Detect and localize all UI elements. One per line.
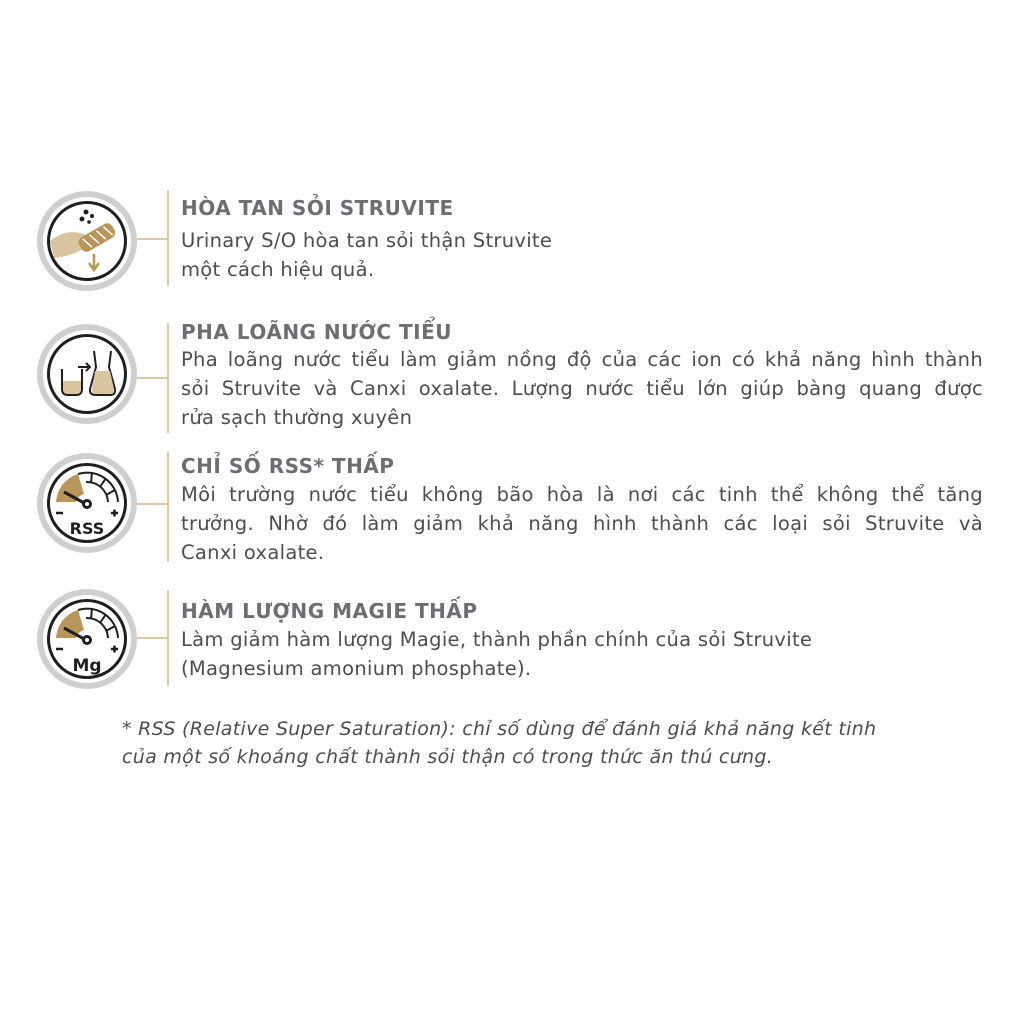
feature-title: HÒA TAN SỎI STRUVITE: [181, 196, 454, 220]
feature-description: [181, 480, 983, 567]
footnote-line: * RSS (Relative Super Saturation): chỉ số dùng để đánh giá khả năng kết tinh: [122, 718, 877, 740]
feature-connector: [137, 637, 168, 639]
mg-icon-label: Mg: [72, 656, 102, 676]
feature-divider: [167, 452, 169, 562]
description-line: Canxi oxalate.: [181, 541, 325, 564]
feature-description: [181, 345, 983, 432]
rss-gauge-icon: [36, 452, 138, 554]
description-line: Pha loãng nước tiểu làm giảm nồng độ của các ion có khả năng hình thành: [181, 348, 983, 371]
rss-icon-label: RSS: [69, 519, 105, 538]
description-line: (Magnesium amonium phosphate).: [181, 657, 532, 680]
footnote-line: của một số khoáng chất thành sỏi thận có trong thức ăn thú cưng.: [122, 746, 774, 768]
feature-connector: [137, 377, 168, 379]
rss-footnote: [122, 715, 876, 771]
magnesium-gauge-icon: [36, 588, 138, 690]
description-line: sỏi Struvite và Canxi oxalate. Lượng nước tiểu lớn giúp bàng quang được: [181, 377, 983, 400]
feature-connector: [137, 238, 168, 240]
feature-title: HÀM LƯỢNG MAGIE THẤP: [181, 599, 478, 623]
description-line: trưởng. Nhờ đó làm giảm khả năng hình thành các loại sỏi Struvite và: [181, 512, 983, 535]
dissolve-stone-icon: [36, 190, 138, 292]
description-line: một cách hiệu quả.: [181, 258, 375, 281]
feature-connector: [137, 503, 168, 505]
description-line: Làm giảm hàm lượng Magie, thành phần chính của sỏi Struvite: [181, 628, 813, 651]
description-line: Urinary S/O hòa tan sỏi thận Struvite: [181, 229, 553, 252]
description-line: rửa sạch thường xuyên: [181, 406, 413, 429]
feature-title: PHA LOÃNG NƯỚC TIỂU: [181, 320, 452, 344]
feature-description: [181, 226, 552, 284]
dilute-urine-icon: [36, 323, 138, 425]
feature-title: CHỈ SỐ RSS* THẤP: [181, 454, 395, 478]
feature-description: [181, 625, 812, 683]
description-line: Môi trường nước tiểu không bão hòa là nơi các tinh thể không thể tăng: [181, 483, 983, 506]
